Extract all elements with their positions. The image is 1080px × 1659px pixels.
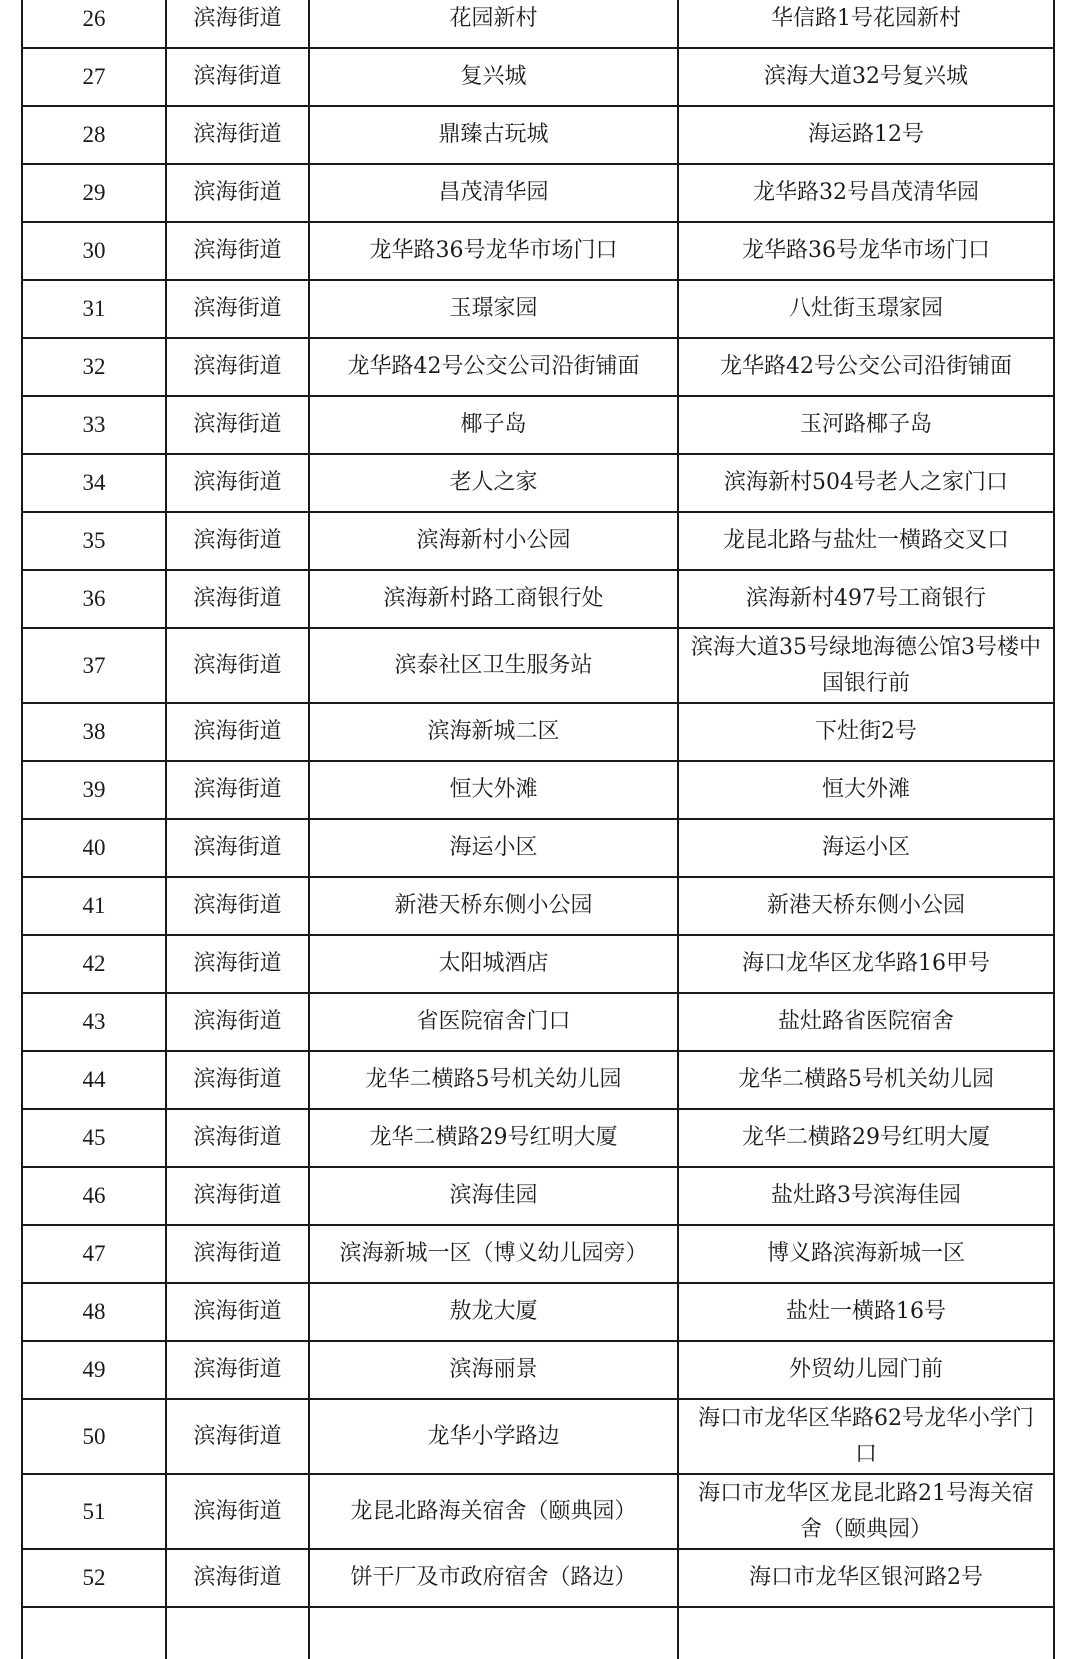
table-row: [22, 628, 1054, 703]
table-row: [22, 106, 1054, 164]
location-name-cell: 龙华小学路边: [309, 1399, 678, 1474]
street-cell: 滨海街道: [166, 993, 309, 1051]
table-row: [22, 1399, 1054, 1474]
table-row: [22, 1341, 1054, 1399]
row-number-cell: 45: [22, 1109, 166, 1167]
row-number-cell: 41: [22, 877, 166, 935]
row-number-cell: 29: [22, 164, 166, 222]
row-number-cell: 43: [22, 993, 166, 1051]
row-number-cell: 35: [22, 512, 166, 570]
street-cell: 滨海街道: [166, 280, 309, 338]
row-number-cell: 48: [22, 1283, 166, 1341]
address-cell: 外贸幼儿园门前: [678, 1341, 1054, 1399]
row-number-cell: 36: [22, 570, 166, 628]
location-name-cell: 龙华路42号公交公司沿街铺面: [309, 338, 678, 396]
street-cell: 滨海街道: [166, 935, 309, 993]
table-row: [22, 1225, 1054, 1283]
street-cell: 滨海街道: [166, 222, 309, 280]
street-cell: 滨海街道: [166, 1341, 309, 1399]
row-number-cell: 30: [22, 222, 166, 280]
location-name-cell: 滨海新城二区: [309, 703, 678, 761]
location-name-cell: 龙华二横路29号红明大厦: [309, 1109, 678, 1167]
street-cell: 滨海街道: [166, 761, 309, 819]
table-row: [22, 935, 1054, 993]
address-cell: 龙华二横路5号机关幼儿园: [678, 1051, 1054, 1109]
location-name-cell: 饼干厂及市政府宿舍（路边）: [309, 1549, 678, 1607]
table-row: [22, 993, 1054, 1051]
table-row: [22, 1051, 1054, 1109]
address-cell: 八灶街玉璟家园: [678, 280, 1054, 338]
address-cell: 海口龙华区龙华路16甲号: [678, 935, 1054, 993]
table-row: [22, 164, 1054, 222]
table-row: [22, 1167, 1054, 1225]
street-cell: 滨海街道: [166, 819, 309, 877]
row-number-cell: 46: [22, 1167, 166, 1225]
table-row: [22, 703, 1054, 761]
table-body: [22, 0, 1054, 1659]
location-table: [21, 0, 1055, 1659]
address-cell: 博义路滨海新城一区: [678, 1225, 1054, 1283]
location-name-cell: 海运小区: [309, 819, 678, 877]
location-name-cell: 滨海佳园: [309, 1167, 678, 1225]
row-number-cell: 50: [22, 1399, 166, 1474]
street-cell: [166, 1607, 309, 1659]
address-cell: 滨海大道32号复兴城: [678, 48, 1054, 106]
row-number-cell: 52: [22, 1549, 166, 1607]
address-cell: 龙华路32号昌茂清华园: [678, 164, 1054, 222]
street-cell: 滨海街道: [166, 1225, 309, 1283]
address-cell: 滨海大道35号绿地海德公馆3号楼中国银行前: [678, 628, 1054, 703]
table-row: [22, 396, 1054, 454]
location-name-cell: 敖龙大厦: [309, 1283, 678, 1341]
street-cell: 滨海街道: [166, 1549, 309, 1607]
street-cell: 滨海街道: [166, 703, 309, 761]
row-number-cell: 44: [22, 1051, 166, 1109]
address-cell: 海运小区: [678, 819, 1054, 877]
address-cell: 盐灶一横路16号: [678, 1283, 1054, 1341]
street-cell: 滨海街道: [166, 48, 309, 106]
row-number-cell: 28: [22, 106, 166, 164]
row-number-cell: 27: [22, 48, 166, 106]
street-cell: 滨海街道: [166, 454, 309, 512]
street-cell: 滨海街道: [166, 628, 309, 703]
row-number-cell: 33: [22, 396, 166, 454]
row-number-cell: 31: [22, 280, 166, 338]
location-name-cell: 老人之家: [309, 454, 678, 512]
location-name-cell: 昌茂清华园: [309, 164, 678, 222]
row-number-cell: 39: [22, 761, 166, 819]
table-row: [22, 877, 1054, 935]
table-row: [22, 1283, 1054, 1341]
address-cell: 海口市龙华区龙昆北路21号海关宿舍（颐典园）: [678, 1474, 1054, 1549]
street-cell: 滨海街道: [166, 512, 309, 570]
table-row: [22, 48, 1054, 106]
location-name-cell: 复兴城: [309, 48, 678, 106]
address-cell: 恒大外滩: [678, 761, 1054, 819]
address-cell: 盐灶路3号滨海佳园: [678, 1167, 1054, 1225]
address-cell: 下灶街2号: [678, 703, 1054, 761]
table-row: [22, 1607, 1054, 1659]
street-cell: 滨海街道: [166, 396, 309, 454]
location-name-cell: 太阳城酒店: [309, 935, 678, 993]
street-cell: 滨海街道: [166, 877, 309, 935]
row-number-cell: 40: [22, 819, 166, 877]
table-row: [22, 761, 1054, 819]
table-row: [22, 1474, 1054, 1549]
location-name-cell: 恒大外滩: [309, 761, 678, 819]
row-number-cell: 32: [22, 338, 166, 396]
table-row: [22, 0, 1054, 48]
address-cell: 华信路1号花园新村: [678, 0, 1054, 48]
location-name-cell: 滨海新村小公园: [309, 512, 678, 570]
location-name-cell: 省医院宿舍门口: [309, 993, 678, 1051]
location-name-cell: 龙华二横路5号机关幼儿园: [309, 1051, 678, 1109]
location-name-cell: 龙华路36号龙华市场门口: [309, 222, 678, 280]
street-cell: 滨海街道: [166, 570, 309, 628]
address-cell: 海口市龙华区华路62号龙华小学门口: [678, 1399, 1054, 1474]
row-number-cell: [22, 1607, 166, 1659]
street-cell: 滨海街道: [166, 1474, 309, 1549]
address-cell: [678, 1607, 1054, 1659]
location-name-cell: 玉璟家园: [309, 280, 678, 338]
table-row: [22, 819, 1054, 877]
location-name-cell: 龙昆北路海关宿舍（颐典园）: [309, 1474, 678, 1549]
row-number-cell: 49: [22, 1341, 166, 1399]
location-name-cell: 滨海丽景: [309, 1341, 678, 1399]
street-cell: 滨海街道: [166, 0, 309, 48]
table-row: [22, 280, 1054, 338]
address-cell: 滨海新村504号老人之家门口: [678, 454, 1054, 512]
address-cell: 玉河路椰子岛: [678, 396, 1054, 454]
row-number-cell: 37: [22, 628, 166, 703]
row-number-cell: 38: [22, 703, 166, 761]
address-cell: 海运路12号: [678, 106, 1054, 164]
row-number-cell: 42: [22, 935, 166, 993]
street-cell: 滨海街道: [166, 164, 309, 222]
location-name-cell: 滨海新城一区（博义幼儿园旁）: [309, 1225, 678, 1283]
street-cell: 滨海街道: [166, 106, 309, 164]
table-row: [22, 1549, 1054, 1607]
location-name-cell: 滨海新村路工商银行处: [309, 570, 678, 628]
table-row: [22, 1109, 1054, 1167]
row-number-cell: 26: [22, 0, 166, 48]
table-row: [22, 222, 1054, 280]
location-name-cell: 新港天桥东侧小公园: [309, 877, 678, 935]
table-row: [22, 570, 1054, 628]
street-cell: 滨海街道: [166, 1283, 309, 1341]
address-cell: 龙昆北路与盐灶一横路交叉口: [678, 512, 1054, 570]
street-cell: 滨海街道: [166, 338, 309, 396]
row-number-cell: 47: [22, 1225, 166, 1283]
address-cell: 龙华二横路29号红明大厦: [678, 1109, 1054, 1167]
street-cell: 滨海街道: [166, 1399, 309, 1474]
address-cell: 滨海新村497号工商银行: [678, 570, 1054, 628]
location-name-cell: 椰子岛: [309, 396, 678, 454]
address-cell: 龙华路42号公交公司沿街铺面: [678, 338, 1054, 396]
address-cell: 新港天桥东侧小公园: [678, 877, 1054, 935]
row-number-cell: 51: [22, 1474, 166, 1549]
street-cell: 滨海街道: [166, 1167, 309, 1225]
address-cell: 龙华路36号龙华市场门口: [678, 222, 1054, 280]
location-name-cell: 花园新村: [309, 0, 678, 48]
address-cell: 海口市龙华区银河路2号: [678, 1549, 1054, 1607]
table-row: [22, 512, 1054, 570]
street-cell: 滨海街道: [166, 1109, 309, 1167]
street-cell: 滨海街道: [166, 1051, 309, 1109]
location-name-cell: [309, 1607, 678, 1659]
location-name-cell: 鼎臻古玩城: [309, 106, 678, 164]
address-cell: 盐灶路省医院宿舍: [678, 993, 1054, 1051]
location-name-cell: 滨泰社区卫生服务站: [309, 628, 678, 703]
table-row: [22, 338, 1054, 396]
table-row: [22, 454, 1054, 512]
row-number-cell: 34: [22, 454, 166, 512]
